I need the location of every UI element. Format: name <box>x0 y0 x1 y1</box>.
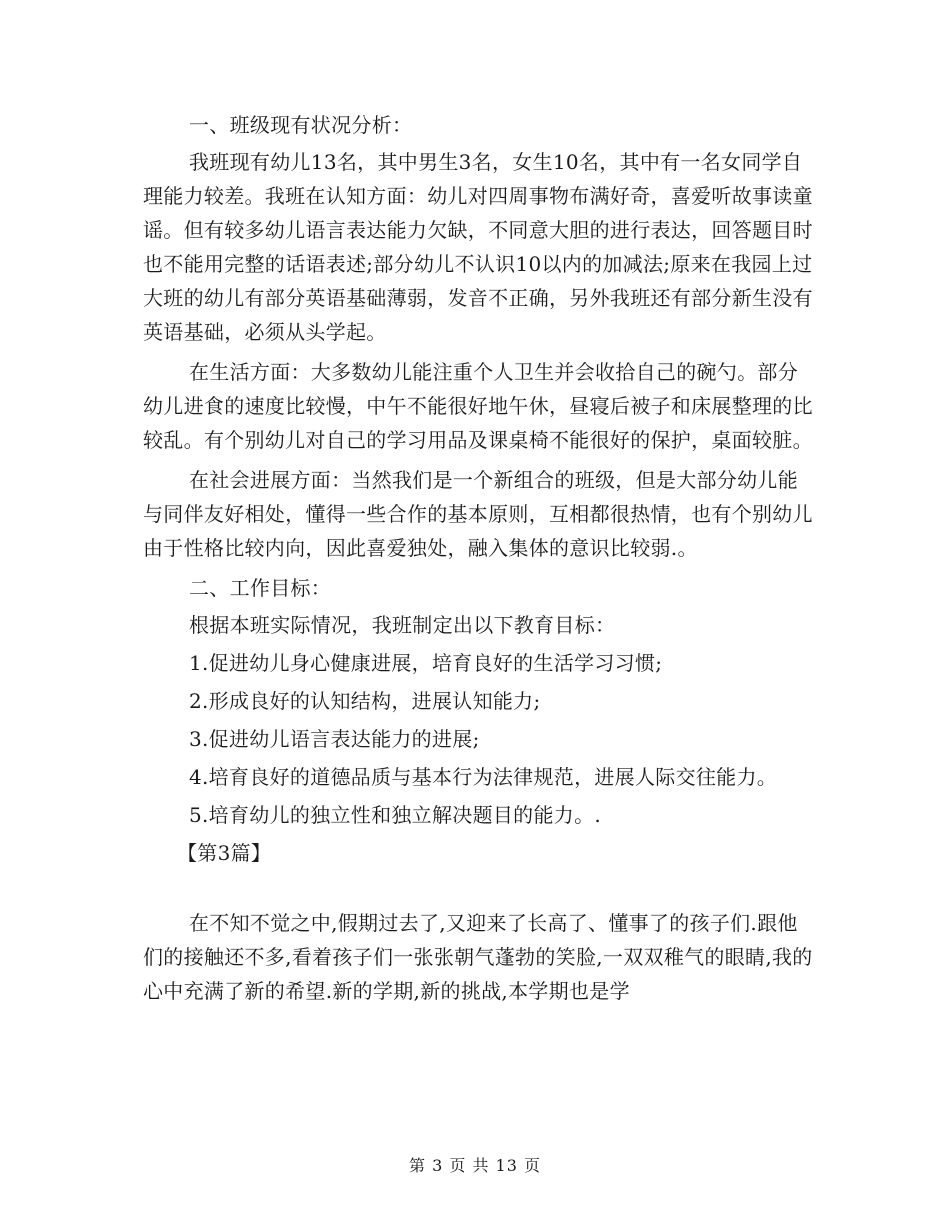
paragraph-daily-life: 在生活方面：大多数幼儿能注重个人卫生并会收拾自己的碗勺。部分幼儿进食的速度比较慢，中午不能很好地午休，昼寝后被子和床展整理的比较乱。有个别幼儿对自己的学习用品及课桌椅不能很好的保护，桌面较脏。 <box>143 360 813 452</box>
goal-item-1: 1.促进幼儿身心健康进展，培育良好的生活学习习惯; <box>189 651 663 675</box>
goal-item-4: 4.培育良好的道德品质与基本行为法律规范，进展人际交往能力。 <box>189 765 778 789</box>
goals-intro: 根据本班实际情况，我班制定出以下教育目标： <box>189 613 616 637</box>
page-number-footer: 第 3 页 共 13 页 <box>409 1156 541 1175</box>
document-body <box>143 106 813 1008</box>
paragraph-new-semester: 在不知不觉之中,假期过去了,又迎来了长高了、懂事了的孩子们.跟他们的接触还不多,看着孩子们一张张朝气蓬勃的笑脸,一双双稚气的眼睛,我的心中充满了新的希望.新的学期,新的挑战,本学期也是学 <box>143 911 813 1003</box>
goal-item-5: 5.培育幼儿的独立性和独立解决题目的能力。. <box>189 803 602 827</box>
paragraph-cognition: 我班现有幼儿13名，其中男生3名，女生10名，其中有一名女同学自理能力较差。我班在认知方面：幼儿对四周事物布满好奇，喜爱听故事读童谣。但有较多幼儿语言表达能力欠缺，不同意大胆的进行表达，回答题目时也不能用完整的话语表述;部分幼儿不认识10以内的加减法;原来在我园上过大班的幼儿有部分英语基础薄弱，发音不正确，另外我班还有部分新生没有英语基础，必须从头学起。 <box>143 150 813 344</box>
paragraph-social-development: 在社会进展方面：当然我们是一个新组合的班级，但是大部分幼儿能与同伴友好相处，懂得一些合作的基本原则，互相都很热情，也有个别幼儿由于性格比较内向，因此喜爱独处，融入集体的意识比较弱.。 <box>143 468 813 560</box>
goal-item-2: 2.形成良好的认知结构，进展认知能力; <box>189 689 541 713</box>
chapter-heading: 【第3篇】 <box>177 841 272 865</box>
goal-item-3: 3.促进幼儿语言表达能力的进展; <box>189 727 480 751</box>
blank-line <box>143 870 813 906</box>
section-title-work-goals: 二、工作目标： <box>189 576 332 600</box>
section-title-status-analysis: 一、班级现有状况分析： <box>189 113 413 137</box>
